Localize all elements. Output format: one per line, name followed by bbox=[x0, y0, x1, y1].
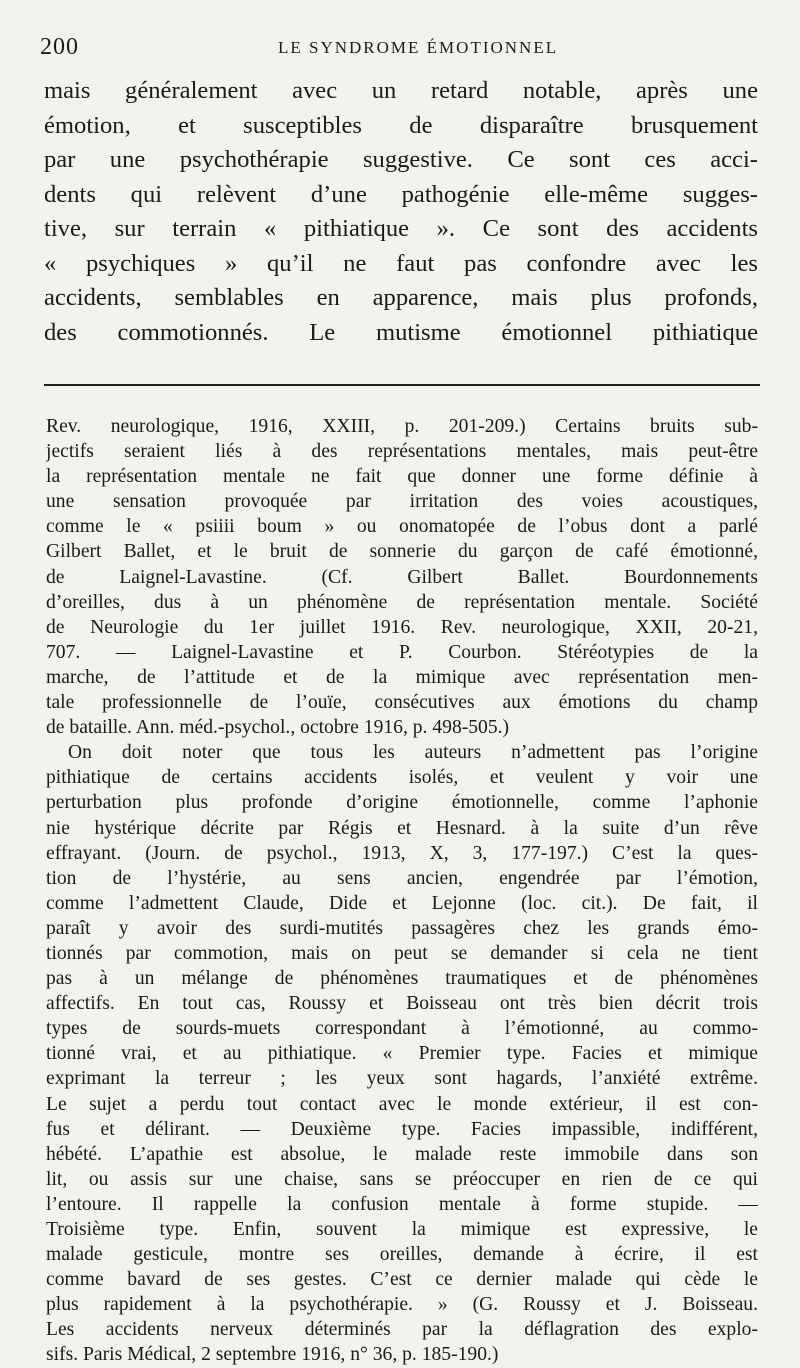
footnote-line: pithiatique de certains accidents isolés, et veulent y voir une bbox=[46, 767, 758, 789]
footnote-line: la représentation mentale ne fait que donner une forme définie à bbox=[46, 466, 758, 488]
footnote-line: malade gesticule, montre ses oreilles, demande à écrire, il est bbox=[46, 1244, 758, 1266]
footnote-line: effrayant. (Journ. de psychol., 1913, X, 3, 177-197.) C’est la ques- bbox=[46, 842, 758, 864]
main-text-line: accidents, semblables en apparence, mais plus profonds, bbox=[44, 284, 758, 311]
footnote-line: Le sujet a perdu tout contact avec le monde extérieur, il est con- bbox=[46, 1093, 758, 1115]
footnote-line: Troisième type. Enfin, souvent la mimique est expressive, le bbox=[46, 1219, 758, 1240]
footnote-line: d’oreilles, dus à un phénomène de représentation mentale. Société bbox=[46, 591, 758, 613]
footnote-line: marche, de l’attitude et de la mimique avec représentation men- bbox=[46, 666, 758, 688]
main-text-line: dents qui relèvent d’une pathogénie elle-même sugges- bbox=[44, 180, 758, 208]
footnote-line: tionnés par commotion, mais on peut se demander si cela ne tient bbox=[46, 942, 758, 964]
footnote-line: pas à un mélange de phénomènes traumatiques et de phénomènes bbox=[46, 968, 758, 990]
footnote-line: tionné vrai, et au pithiatique. « Premier type. Facies et mimique bbox=[46, 1043, 758, 1065]
footnote-line: exprimant la terreur ; les yeux sont hagards, l’anxiété extrême. bbox=[46, 1068, 758, 1090]
footnote-line: Rev. neurologique, 1916, XXIII, p. 201-209.) Certains bruits sub- bbox=[46, 416, 758, 437]
page-number: 200 bbox=[40, 34, 79, 60]
main-text-line: tive, sur terrain « pithiatique ». Ce sont des accidents bbox=[44, 215, 758, 242]
footnote-line: sifs. Paris Médical, 2 septembre 1916, n° 36, p. 185-190.) bbox=[46, 1344, 499, 1366]
main-text bbox=[44, 74, 758, 350]
footnote-line: de Laignel-Lavastine. (Cf. Gilbert Ballet. Bourdonnements bbox=[46, 566, 758, 588]
footnote-line: perturbation plus profonde d’origine émotionnelle, comme l’aphonie bbox=[46, 792, 758, 814]
footnote-line: l’entoure. Il rappelle la confusion mentale à forme stupide. — bbox=[46, 1193, 758, 1215]
footnote-line: de Neurologie du 1er juillet 1916. Rev. neurologique, XXII, 20-21, bbox=[46, 616, 758, 638]
footnote-line: nie hystérique décrite par Régis et Hesnard. à la suite d’un rêve bbox=[46, 817, 758, 839]
footnote-line: de bataille. Ann. méd.-psychol., octobre 1916, p. 498-505.) bbox=[46, 717, 510, 739]
main-text-line: mais généralement avec un retard notable, après une bbox=[44, 77, 758, 104]
footnote-line: 707. — Laignel-Lavastine et P. Courbon. Stéréotypies de la bbox=[46, 641, 758, 663]
footnote-block bbox=[46, 414, 758, 1368]
footnote-line: comme l’admettent Claude, Dide et Lejonne (loc. cit.). De fait, il bbox=[46, 892, 758, 914]
footnote-line: plus rapidement à la psychothérapie. » (G. Roussy et J. Boisseau. bbox=[46, 1294, 758, 1316]
footnote-line: tale professionnelle de l’ouïe, consécutives aux émotions du champ bbox=[46, 692, 758, 714]
main-text-line: par une psychothérapie suggestive. Ce sont ces acci- bbox=[44, 146, 758, 173]
running-head: LE SYNDROME ÉMOTIONNEL bbox=[278, 38, 559, 57]
page-header bbox=[40, 34, 760, 64]
main-text-line: des commotionnés. Le mutisme émotionnel pithiatique bbox=[44, 318, 758, 346]
footnote-line: une sensation provoquée par irritation des voies acoustiques, bbox=[46, 491, 758, 513]
footnote-line: lit, ou assis sur une chaise, sans se préoccuper en rien de ce qui bbox=[46, 1168, 758, 1190]
footnote-line: Gilbert Ballet, et le bruit de sonnerie du garçon de café émotionné, bbox=[46, 541, 758, 563]
footnote-line: jectifs seraient liés à des représentations mentales, mais peut-être bbox=[46, 441, 758, 463]
footnote-line: tion de l’hystérie, au sens ancien, engendrée par l’émotion, bbox=[46, 867, 758, 889]
footnote-line: fus et délirant. — Deuxième type. Facies impassible, indifférent, bbox=[46, 1118, 758, 1140]
footnote-line: comme le « psiiii boum » ou onomatopée de l’obus dont a parlé bbox=[46, 516, 758, 538]
main-text-line: « psychiques » qu’il ne faut pas confondre avec les bbox=[44, 249, 758, 277]
footnote-line: affectifs. En tout cas, Roussy et Boisseau ont très bien décrit trois bbox=[46, 993, 758, 1015]
footnote-line: Les accidents nerveux déterminés par la déflagration des explo- bbox=[46, 1319, 758, 1341]
footnote-line: types de sourds-muets correspondant à l’émotionné, au commo- bbox=[46, 1018, 758, 1040]
footnote-line: hébété. L’apathie est absolue, le malade reste immobile dans son bbox=[46, 1143, 758, 1165]
footnote-separator-rule bbox=[44, 384, 760, 386]
main-text-line: émotion, et susceptibles de disparaître brusquement bbox=[44, 111, 758, 139]
footnote-line: comme bavard de ses gestes. C’est ce dernier malade qui cède le bbox=[46, 1269, 758, 1291]
footnote-line: On doit noter que tous les auteurs n’admettent pas l’origine bbox=[68, 742, 758, 764]
footnote-line: paraît y avoir des surdi-mutités passagères chez les grands émo- bbox=[46, 917, 758, 939]
